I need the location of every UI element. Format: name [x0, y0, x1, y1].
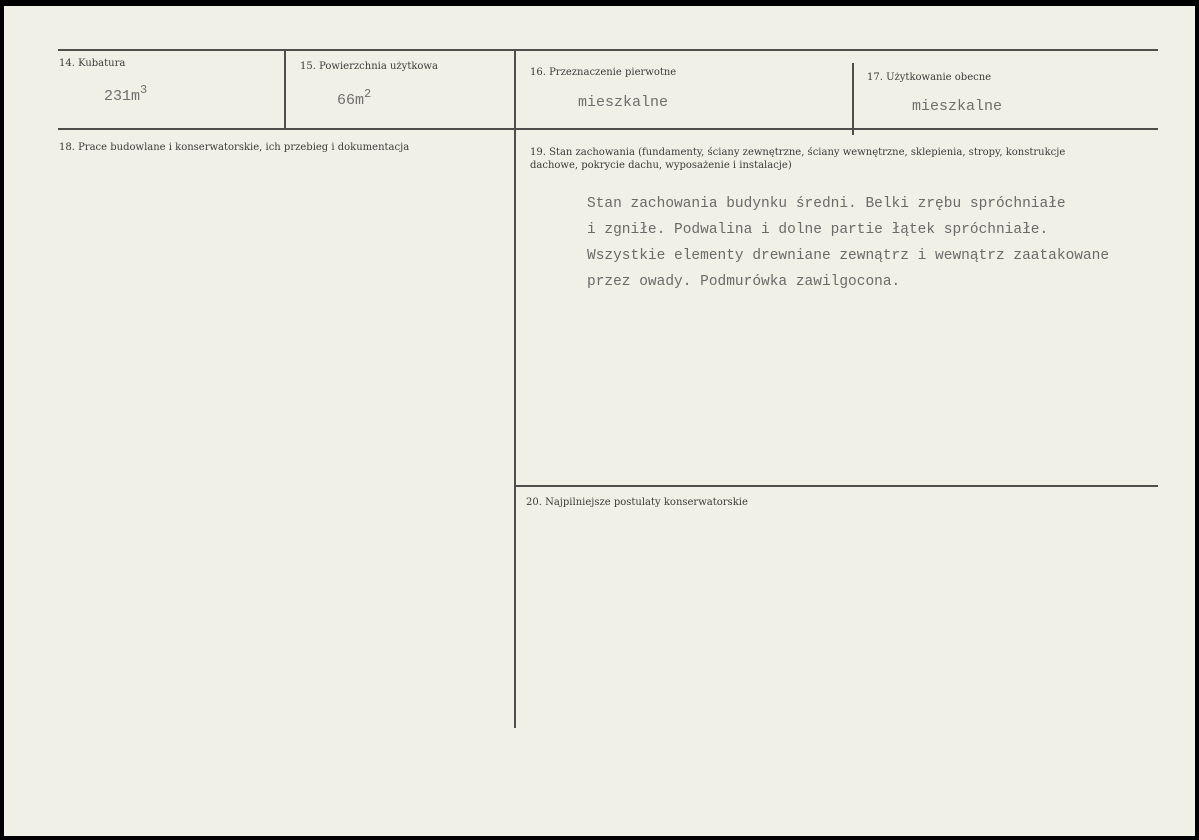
- stan-description: [587, 191, 1109, 295]
- divider-3: [852, 63, 854, 135]
- stan-label-line1: 19. Stan zachowania (fundamenty, ściany zewnętrzne, ściany wewnętrzne, sklepienia, stropy, konstrukcje: [530, 147, 1066, 158]
- kubatura-label: 14. Kubatura: [59, 58, 126, 69]
- record-card: [4, 6, 1195, 836]
- stan-line: Wszystkie elementy drewniane zewnątrz i wewnątrz zaatakowane: [587, 248, 1110, 264]
- kubatura-value: [104, 83, 148, 105]
- powierzchnia-value: [337, 87, 372, 109]
- prace-label: 18. Prace budowlane i konserwatorskie, ich przebieg i dokumentacja: [59, 142, 410, 153]
- divider-1: [284, 50, 286, 128]
- kubatura-exponent: 3: [140, 83, 148, 97]
- stan-line: Stan zachowania budynku średni. Belki zrębu spróchniałe: [587, 196, 1066, 212]
- divider-main: [514, 50, 516, 728]
- postulaty-label: 20. Najpilniejsze postulaty konserwatorskie: [526, 497, 748, 508]
- powierzchnia-label: 15. Powierzchnia użytkowa: [300, 61, 438, 72]
- przeznaczenie-label: 16. Przeznaczenie pierwotne: [530, 67, 677, 78]
- stan-line: przez owady. Podmurówka zawilgocona.: [587, 274, 901, 290]
- powierzchnia-exponent: 2: [364, 87, 372, 101]
- uzytkowanie-value: mieszkalne: [912, 98, 1003, 115]
- powierzchnia-number: 66m: [337, 92, 365, 109]
- kubatura-number: 231m: [104, 88, 141, 105]
- stan-line: i zgniłe. Podwalina i dolne partie łątek spróchniałe.: [587, 222, 1049, 238]
- rule-header-bottom: [58, 128, 1158, 130]
- rule-section-20: [514, 485, 1158, 487]
- stan-label-line2: dachowe, pokrycie dachu, wyposażenie i instalacje): [530, 160, 792, 171]
- rule-top: [58, 49, 1158, 51]
- uzytkowanie-label: 17. Użytkowanie obecne: [867, 72, 992, 83]
- przeznaczenie-value: mieszkalne: [578, 94, 669, 111]
